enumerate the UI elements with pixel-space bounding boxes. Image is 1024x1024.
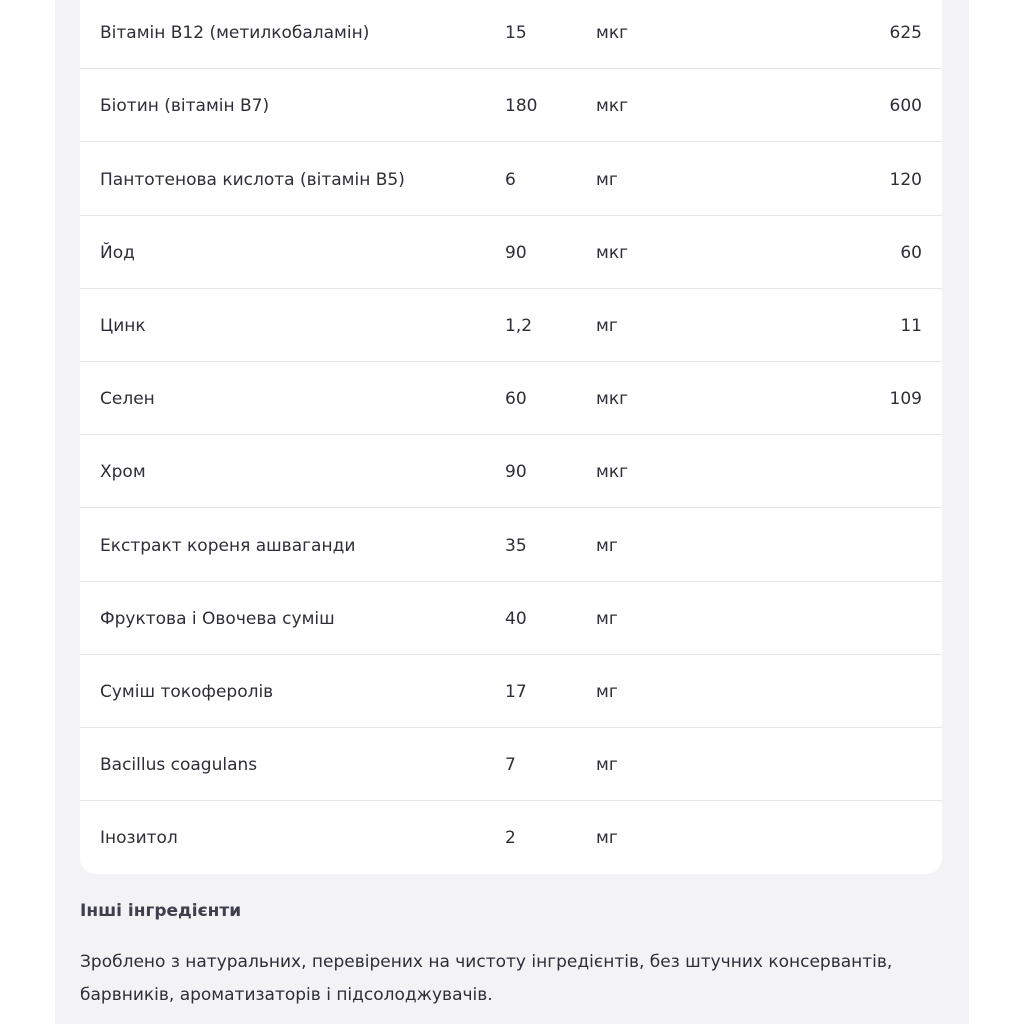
ingredient-amount: 6 <box>505 170 516 190</box>
table-row <box>80 0 942 69</box>
ingredient-amount: 60 <box>505 389 527 409</box>
supplement-facts-table <box>80 0 942 874</box>
ingredient-name: Екстракт кореня ашваганди <box>100 536 356 556</box>
other-ingredients-text: Зроблено з натуральних, перевірених на чистоту інгредієнтів, без штучних консервантів, барвників, ароматизаторів і підсолоджувачів. <box>80 952 893 1005</box>
daily-value: 11 <box>900 316 922 336</box>
table-row <box>80 290 942 362</box>
ingredient-name: Суміш токоферолів <box>100 682 274 702</box>
page-background <box>55 0 969 1024</box>
other-ingredients-heading: Інші інгредієнти <box>80 901 242 921</box>
table-row <box>80 729 942 801</box>
table-row <box>80 436 942 508</box>
ingredient-unit: мкг <box>596 96 629 116</box>
ingredient-amount: 90 <box>505 243 527 263</box>
daily-value: 60 <box>900 243 922 263</box>
ingredient-name: Йод <box>100 243 135 263</box>
ingredient-unit: мкг <box>596 462 629 482</box>
ingredient-name: Пантотенова кислота (вітамін В5) <box>100 170 405 190</box>
table-row <box>80 363 942 435</box>
ingredient-name: Селен <box>100 389 155 409</box>
ingredient-name: Цинк <box>100 316 146 336</box>
daily-value: 109 <box>889 389 922 409</box>
ingredient-name: Bacillus coagulans <box>100 755 258 775</box>
table-row <box>80 70 942 142</box>
table-row <box>80 217 942 289</box>
ingredient-name: Вітамін B12 (метилкобаламін) <box>100 23 370 43</box>
ingredient-unit: мг <box>596 755 618 775</box>
table-row <box>80 656 942 728</box>
ingredient-amount: 1,2 <box>505 316 533 336</box>
ingredient-unit: мкг <box>596 243 629 263</box>
ingredient-unit: мг <box>596 609 618 629</box>
ingredient-unit: мкг <box>596 389 629 409</box>
ingredient-amount: 90 <box>505 462 527 482</box>
daily-value: 120 <box>889 170 922 190</box>
ingredient-amount: 35 <box>505 536 527 556</box>
table-row <box>80 583 942 655</box>
ingredient-unit: мг <box>596 536 618 556</box>
daily-value: 600 <box>889 96 922 116</box>
ingredient-unit: мг <box>596 170 618 190</box>
daily-value: 625 <box>889 23 922 43</box>
ingredient-unit: мг <box>596 828 618 848</box>
ingredient-amount: 40 <box>505 609 527 629</box>
table-row <box>80 144 942 216</box>
ingredient-amount: 7 <box>505 755 516 775</box>
ingredient-amount: 17 <box>505 682 527 702</box>
ingredient-name: Фруктова і Овочева суміш <box>100 609 335 629</box>
ingredient-amount: 2 <box>505 828 516 848</box>
ingredient-name: Інозитол <box>100 828 178 848</box>
ingredient-unit: мг <box>596 682 618 702</box>
ingredient-unit: мкг <box>596 23 629 43</box>
ingredient-amount: 180 <box>505 96 538 116</box>
table-row <box>80 802 942 874</box>
ingredient-amount: 15 <box>505 23 527 43</box>
ingredient-unit: мг <box>596 316 618 336</box>
table-row <box>80 510 942 582</box>
ingredient-name: Біотин (вітамін В7) <box>100 96 270 116</box>
ingredient-name: Хром <box>100 462 146 482</box>
